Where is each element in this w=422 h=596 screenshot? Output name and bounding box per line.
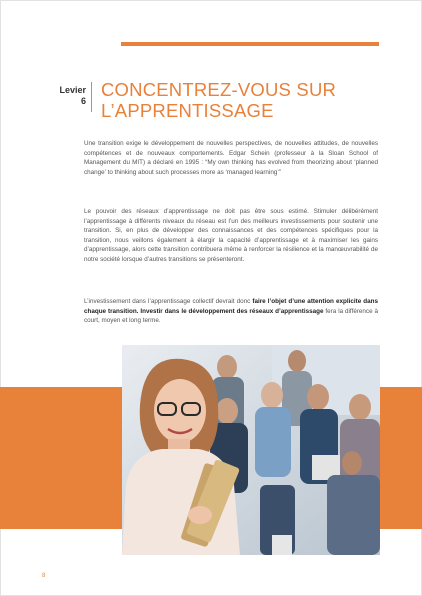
classroom-photo (122, 345, 380, 555)
title-line-1: CONCENTREZ-VOUS SUR (101, 79, 337, 100)
paragraph-3 (84, 297, 378, 326)
paragraph-3-text-b: fera la différence à court, moyen et long terme. (84, 307, 379, 324)
lever-number: 6 (80, 96, 86, 106)
page-title (101, 79, 381, 121)
title-line-2: L’APPRENTISSAGE (101, 100, 274, 121)
paragraph-3-text-a: L’investissement dans l’apprentissage collectif devrait donc (84, 298, 253, 305)
lever-label (52, 85, 86, 107)
header-accent-rule (121, 42, 379, 46)
paragraph-1: Une transition exige le développement de nouvelles perspectives, de nouvelles attitudes, de nouvelles compétences et de nouveaux comportements. Edgar Schein (professeur à la Sloan School of Management du MIT) a déclaré en 1995 : “My own thinking has evolved from theorizing about ‘planned change’ to thinking about such processes more as ‘managed learning’” (84, 140, 378, 176)
paragraph-2: Le pouvoir des réseaux d’apprentissage ne doit pas être sous estimé. Stimuler délibérément l’apprentissage à différents niveaux du réseau est l’un des meilleurs investissements pour soutenir une transition. Si, en plus de développer des connaissances et des compétences spécifiques pour la transition, nous veillons également à élargir la capacité d’apprentissage et à maximiser les gains d’apprentissage, alors cette transition contribuera même à renforcer la résilience et la manœuvrabilité de notre société lorsque d’autres transitions se présenteront. (84, 208, 378, 263)
lever-word: Levier (59, 85, 86, 95)
paragraph-3-bold-1: faire l’objet d’une attention explicite dans chaque transition. (84, 298, 378, 315)
paragraph-3-bold-2: Investir dans le développement des réseaux d’apprentissage (140, 307, 324, 315)
page-number: 8 (42, 573, 46, 579)
title-divider (91, 82, 92, 112)
